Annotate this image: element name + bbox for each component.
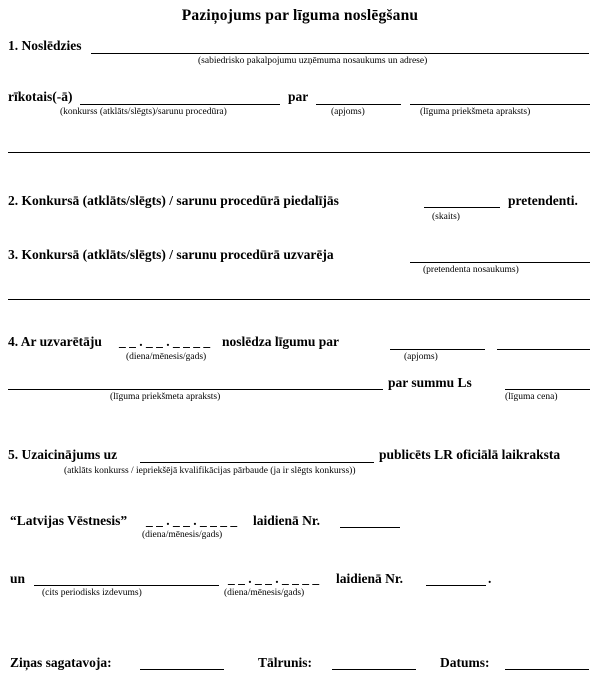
caption-company: (sabiedrisko pakalpojumu uzņēmuma nosaukums un adrese) xyxy=(198,56,428,66)
paper-date-placeholder[interactable]: _ _ . _ _ . _ _ _ _ xyxy=(146,513,238,528)
page-title: Paziņojums par līguma noslēgšanu xyxy=(181,7,419,24)
section-2-text-a: 2. Konkursā (atklāts/slēgts) / sarunu procedūrā piedalījās xyxy=(8,193,339,208)
field-line-subject-4[interactable] xyxy=(497,349,590,350)
section-4-text-a: 4. Ar uzvarētāju xyxy=(8,334,102,349)
section-3-text: 3. Konkursā (atklāts/slēgts) / sarunu procedūrā uzvarēja xyxy=(8,247,334,262)
paper-name: “Latvijas Vēstnesis” xyxy=(10,513,128,528)
section-2-text-b: pretendenti. xyxy=(508,193,578,208)
section-5-text-c: laidienā Nr. xyxy=(253,513,321,528)
field-line-issue-number-2[interactable] xyxy=(426,585,486,586)
section-5-period: . xyxy=(488,571,492,586)
section-5-text-d: laidienā Nr. xyxy=(336,571,404,586)
section-4-text-b: noslēdza līgumu par xyxy=(222,334,340,349)
caption-volume: (apjoms) xyxy=(331,107,365,117)
field-line-extra-1[interactable] xyxy=(8,152,590,153)
field-line-phone[interactable] xyxy=(332,669,416,670)
section-1-par-label: par xyxy=(288,89,309,104)
footer-date-label: Datums: xyxy=(440,655,490,670)
document-page xyxy=(0,7,600,684)
field-line-issue-number[interactable] xyxy=(340,527,400,528)
field-line-volume-4[interactable] xyxy=(390,349,485,350)
section-5-text-b: publicēts LR oficiālā laikraksta xyxy=(379,447,561,462)
field-line-procedure[interactable] xyxy=(80,104,280,105)
caption-count: (skaits) xyxy=(432,212,460,222)
field-line-count[interactable] xyxy=(424,207,500,208)
section-5-un: un xyxy=(10,571,26,586)
caption-subject-desc: (līguma priekšmeta apraksts) xyxy=(110,392,221,402)
field-line-prepared-by[interactable] xyxy=(140,669,224,670)
section-1-organizer-label: rīkotais(-ā) xyxy=(8,89,73,104)
field-line-subject-desc[interactable] xyxy=(8,389,383,390)
section-4-date-placeholder[interactable]: _ _ . _ _ . _ _ _ _ xyxy=(119,334,211,349)
field-line-company[interactable] xyxy=(91,53,589,54)
field-line-date[interactable] xyxy=(505,669,589,670)
caption-price: (līguma cena) xyxy=(505,392,558,402)
section-4-text-c: par summu Ls xyxy=(388,375,472,390)
caption-volume-4: (apjoms) xyxy=(404,352,438,362)
caption-procedure: (konkurss (atklāts/slēgts)/sarunu procedūra) xyxy=(60,107,227,117)
caption-winner: (pretendenta nosaukums) xyxy=(423,265,519,275)
caption-other-date: (diena/mēnesis/gads) xyxy=(224,588,305,598)
footer-phone-label: Tālrunis: xyxy=(258,655,313,670)
other-date-placeholder[interactable]: _ _ . _ _ . _ _ _ _ xyxy=(228,571,320,586)
caption-invitation: (atklāts konkurss / iepriekšējā kvalifikācijas pārbaude (ja ir slēgts konkurss)) xyxy=(64,466,356,476)
footer-prepared-by-label: Ziņas sagatavoja: xyxy=(10,655,112,670)
caption-subject: (līguma priekšmeta apraksts) xyxy=(420,107,531,117)
field-line-volume[interactable] xyxy=(316,104,401,105)
field-line-price[interactable] xyxy=(505,389,590,390)
section-5-text-a: 5. Uzaicinājums uz xyxy=(8,447,118,462)
field-line-invitation[interactable] xyxy=(140,462,374,463)
caption-paper-date: (diena/mēnesis/gads) xyxy=(142,530,223,540)
field-line-winner[interactable] xyxy=(410,262,590,263)
caption-other-publication: (cits periodisks izdevums) xyxy=(42,588,142,598)
field-line-extra-2[interactable] xyxy=(8,299,590,300)
section-1-label: 1. Noslēdzies xyxy=(8,38,82,53)
caption-date-4: (diena/mēnesis/gads) xyxy=(126,352,207,362)
field-line-other-publication[interactable] xyxy=(34,585,219,586)
field-line-subject[interactable] xyxy=(410,104,590,105)
